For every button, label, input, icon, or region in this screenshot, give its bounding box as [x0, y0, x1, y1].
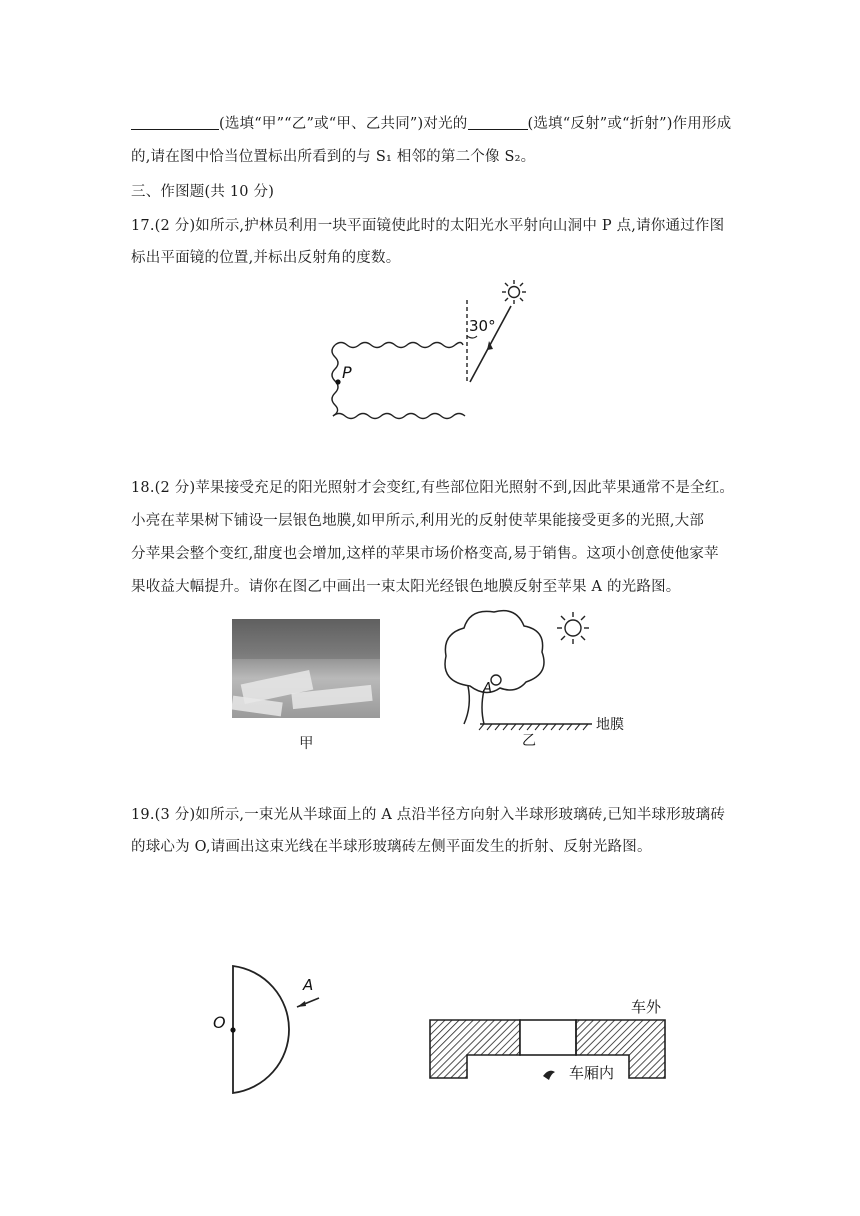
film-label: 地膜	[596, 717, 624, 733]
angle-arc	[467, 336, 477, 338]
inside-label: 车厢内	[569, 1064, 615, 1082]
q18-line-1: 18.(2 分)苹果接受充足的阳光照射才会变红,有些部位阳光照射不到,因此苹果通常不是全红。	[131, 480, 735, 496]
q17-figure	[325, 278, 535, 428]
q16-line-1-part-b: (选填“反射”或“折射”)作用形成	[527, 116, 732, 132]
q17-line-2: 标出平面镜的位置,并标出反射角的度数。	[131, 250, 401, 266]
car-wall-figure	[425, 990, 670, 1090]
q19-line-1: 19.(3 分)如所示,一束光从半球面上的 A 点沿半径方向射入半球形玻璃砖,已知半球形玻璃砖	[131, 807, 726, 823]
q19-hemisphere-figure	[205, 960, 335, 1100]
caption-yi: 乙	[522, 733, 536, 748]
answer-blank-2[interactable]	[468, 115, 528, 130]
point-p-label: P	[342, 363, 352, 382]
q18-line-4: 果收益大幅提升。请你在图乙中画出一束太阳光经银色地膜反射至苹果 A 的光路图。	[131, 579, 681, 595]
q16-line-2: 的,请在图中恰当位置标出所看到的与 S₁ 相邻的第二个像 S₂。	[131, 149, 536, 165]
cave-top-edge	[335, 343, 463, 348]
sun-icon	[557, 612, 589, 644]
label-o: O	[213, 1013, 226, 1032]
section-title: 三、作图题(共 10 分)	[131, 184, 275, 200]
q18-figure-yi	[430, 608, 645, 748]
angle-label: 30°	[469, 317, 496, 335]
window-gap	[520, 1020, 576, 1055]
cave-bottom-edge	[333, 414, 465, 419]
q19-line-2: 的球心为 O,请画出这束光线在半球形玻璃砖左侧平面发生的折射、反射光路图。	[131, 839, 652, 855]
q17-line-1: 17.(2 分)如所示,护林员利用一块平面镜使此时的太阳光水平射向山洞中 P 点,请你通过作图	[131, 218, 725, 234]
center-point-o	[230, 1027, 235, 1032]
outside-label: 车外	[631, 998, 662, 1016]
answer-blank-1[interactable]	[131, 115, 219, 130]
label-a: A	[303, 976, 314, 994]
apple-label: A	[483, 681, 492, 696]
point-p	[335, 379, 340, 384]
q18-line-2: 小亮在苹果树下铺设一层银色地膜,如甲所示,利用光的反射使苹果能接受更多的光照,大部	[131, 513, 705, 529]
orchard-photo	[232, 619, 380, 718]
q16-line-1	[131, 112, 731, 133]
q18-line-3: 分苹果会整个变红,甜度也会增加,这样的苹果市场价格变高,易于销售。这项小创意使他家苹	[131, 546, 719, 562]
sun-icon	[502, 280, 526, 304]
observer-eye-icon	[543, 1071, 555, 1080]
caption-jia: 甲	[299, 736, 314, 752]
hemisphere-outline	[233, 966, 289, 1093]
q16-line-1-part-a: (选填“甲”“乙”或“甲、乙共同”)对光的	[219, 116, 468, 132]
incident-ray-arrow	[297, 1001, 306, 1007]
apple	[491, 675, 501, 685]
left-wall-block	[430, 1020, 520, 1078]
